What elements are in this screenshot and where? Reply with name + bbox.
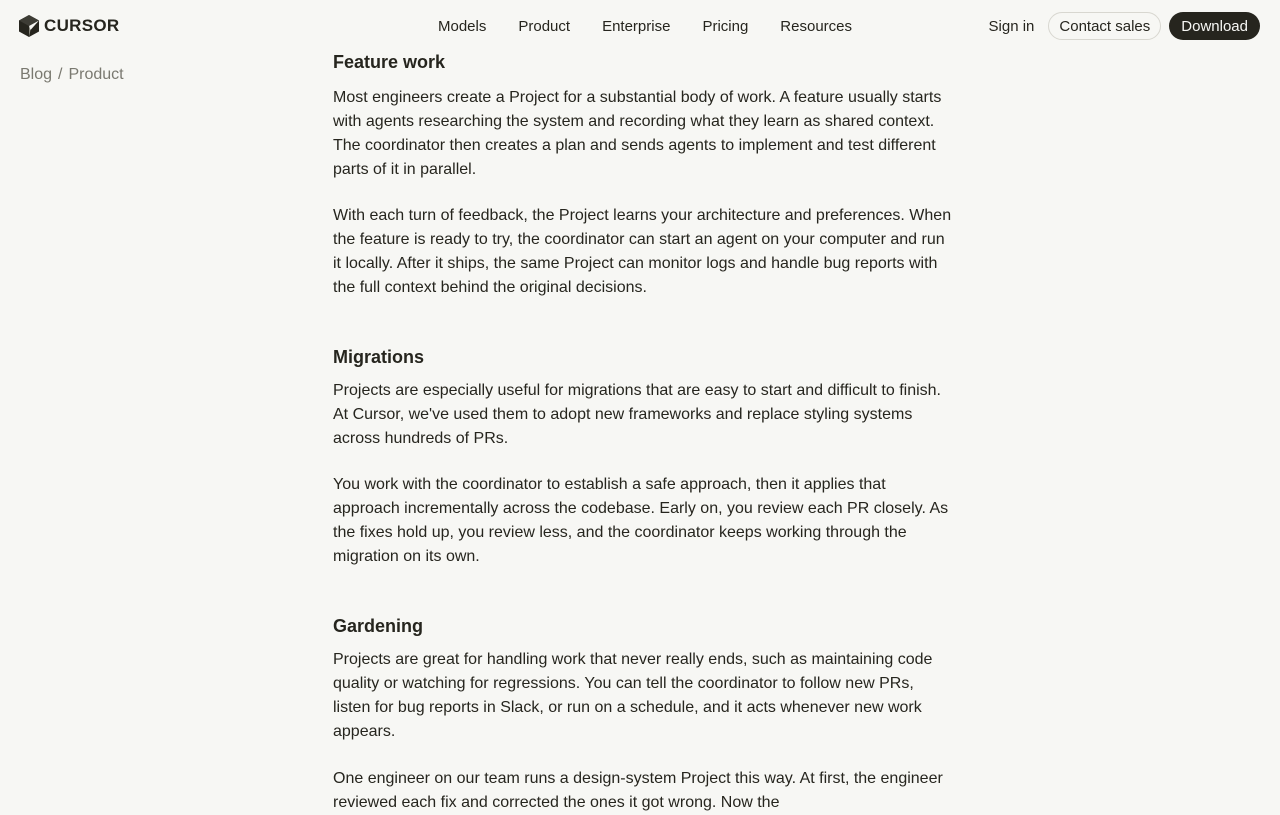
section-heading-gardening: Gardening (333, 616, 424, 636)
nav-resources[interactable]: Resources (780, 17, 852, 35)
nav-product[interactable]: Product (518, 17, 571, 35)
cursor-cube-icon (18, 14, 40, 38)
paragraph: You work with the coordinator to establish a safe approach, then it applies that approach incrementally across the codebase. Early on, you review each PR closely. As the fixes hold up, you review less, and the coordinator keeps working through the migration on its own. (333, 476, 949, 565)
paragraph: Most engineers create a Project for a substantial body of work. A feature usually starts with agents researching the system and recording what they learn as shared context. The coordinator then creates a plan and sends agents to implement and test different parts of it in parallel. (333, 89, 942, 178)
breadcrumb-blog[interactable]: Blog (20, 66, 53, 83)
download-button[interactable]: Download (1169, 12, 1260, 40)
breadcrumb-product[interactable]: Product (68, 66, 124, 83)
nav-enterprise[interactable]: Enterprise (602, 17, 671, 35)
article-body (333, 50, 953, 815)
paragraph: Projects are great for handling work that never really ends, such as maintaining code quality or watching for regressions. You can tell the coordinator to follow new PRs, listen for bug reports in Slack, or run on a schedule, and it acts whenever new work appears. (333, 651, 933, 740)
paragraph: Projects are especially useful for migrations that are easy to start and difficult to finish. At Cursor, we've used them to adopt new frameworks and replace styling systems across hundreds of PRs. (333, 382, 941, 447)
breadcrumb-separator: / (58, 66, 63, 83)
header-actions (983, 12, 1260, 40)
contact-sales-button[interactable]: Contact sales (1048, 12, 1161, 40)
paragraph: With each turn of feedback, the Project learns your architecture and preferences. When the feature is ready to try, the coordinator can start an agent on your computer and run it locally. After it ships, the same Project can monitor logs and handle bug reports with the full context behind the original decisions. (333, 207, 952, 296)
section-heading-migrations: Migrations (333, 347, 425, 367)
nav-models[interactable]: Models (438, 17, 487, 35)
breadcrumb (20, 66, 124, 84)
nav-pricing[interactable]: Pricing (702, 17, 749, 35)
paragraph: One engineer on our team runs a design-system Project this way. At first, the engineer reviewed each fix and corrected the ones it got wrong. Now the (333, 770, 943, 811)
top-navigation-bar (0, 0, 1280, 52)
section-heading-feature-work: Feature work (333, 52, 446, 72)
logo-wordmark: CURSOR (44, 16, 120, 35)
main-nav (422, 0, 868, 52)
sign-in-link[interactable]: Sign in (988, 17, 1035, 35)
cursor-logo[interactable] (18, 14, 119, 38)
